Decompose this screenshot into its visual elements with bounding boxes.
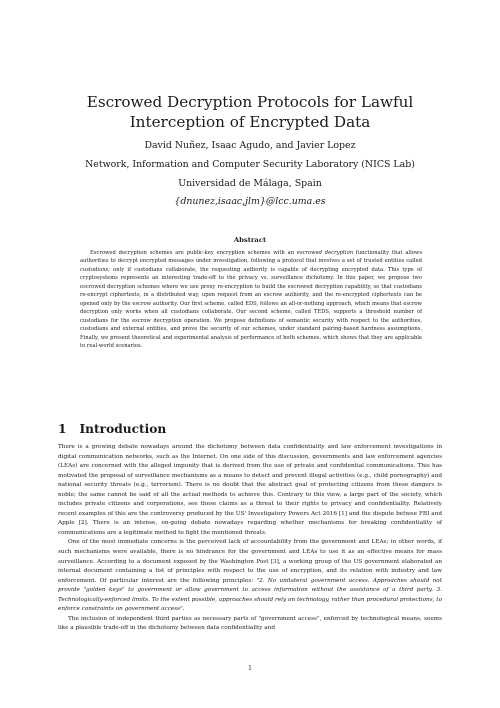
body-paragraph: There is a growing debate nowadays around the dichotomy between data confidentiality and law enforcement investigations in digital communication networks, such as the Internet. On one side of this discussion, governments and law enforcement agencies (LEAs) are concerned with the alleged impunity that is derived from the use of private and confidential communications. This has motivated the proposal of surveillance mechanisms as a means to detect and prevent illegal activities (e.g., child pornography) and national security threats (e.g., terrorism). There is no doubt that the abstract goal of protecting citizens from these dangers is noble; the same cannot be said of all the actual methods to achieve this. Contrary to this view, a large part of the society, which includes private citizens and corporations, see these claims as a threat to their rights to privacy and confidentiality. Relatively recent examples of this are the controversy produced by the US' Investigatory Powers Act 2016 [1] and the dispute betwee FBI and Apple [2]. There is an intense, on-going debate nowadays regarding whether mechanisms for breaking confidentiality of communications are a legitimate method to fight the mentioned threats.: [58, 444, 442, 536]
quoted-principles: 2. No unilateral government access. Approaches should not provide "golden keys" to government or allow government to access information without the assistance of a third party. 3. Technologically-enforced limits. To the extent possible, approaches should rely on technology, rather than procedural protections, to enforce constraints on government access: [58, 577, 443, 613]
university: Universidad de Málaga, Spain: [178, 178, 322, 189]
affiliation: Network, Information and Computer Security Laboratory (NICS Lab): [85, 159, 415, 170]
section-number: 1: [58, 422, 67, 436]
section-body: [58, 443, 442, 634]
section-title: Introduction: [79, 422, 167, 436]
body-paragraph: [58, 538, 442, 614]
abstract-term-custodians: custodians: [80, 266, 109, 273]
abstract-text-part: Escrowed decryption schemes are public-key encryption schemes with an: [90, 250, 297, 256]
body-text-part: One of the most immediate concerns is the perceived lack of accountability from the government and LEAs; in other words, if such mechanisms were available, there is no hindrance for the government and LEAs to use it as an effective means for mass surveillance. According to a document exposed by the Washington Post [3], a working group of the US government elaborated an internal document containing a list of principles with respect to the use of encryption, and its relation with industry and law enforcement. Of particular interest are the following principles: ": [58, 539, 442, 584]
abstract-text: [80, 249, 422, 350]
author-emails: {dnunez,isaac,jlm}@lcc.uma.es: [174, 196, 326, 207]
body-paragraph: The inclusion of independent third parties as necessary parts of "government access", enforced by technological means, seems like a plausible trade-off in the dichotomy between data confidentiality and: [58, 615, 442, 632]
abstract-term-escrowed-decryption: escrowed decryption: [296, 250, 354, 256]
authors: David Nuñez, Isaac Agudo, and Javier Lopez: [144, 140, 356, 151]
body-text-part: ".: [180, 606, 185, 613]
abstract-text-part: ; only if custodians collaborate, the requesting authority is capable of decrypting encrypted data. This type of cryptosystems represents an interesting trade-off to the privacy vs. surveillance dichotomy. In this paper, we propose two escrowed decryption schemes where we use proxy re-encryption to build the escrowed decryption capability, so that custodians re-encrypt ciphertexts, in a distributed way, upon request from an escrow authority, and the re-encrypted ciphertexts can be opened only by the escrow authority. Our first scheme, called EDS, follows an all-or-nothing approach, which means that escrow decryption only works when all custodians collaborate. Our second scheme, called TEDS, supports a threshold number of custodians for the escrow decryption operation. We propose definitions of semantic security with respect to the authorities, custodians and external entities, and prove the security of our schemes, under standard pairing-based hardness assumptions. Finally, we present theoretical and experimental analysis of performance of both schemes, which shows that they are applicable to real-world scenarios.: [80, 266, 422, 349]
page-number: 1: [248, 665, 252, 672]
abstract-heading: Abstract: [233, 236, 267, 244]
paper-title: Escrowed Decryption Protocols for Lawful Interception of Encrypted Data: [86, 93, 414, 131]
abstract-text-part: functionality that allows authorities to decrypt encrypted messages under investigation, following a protocol that involves a set of trusted entities called: [80, 250, 422, 265]
section-heading: [58, 422, 166, 436]
